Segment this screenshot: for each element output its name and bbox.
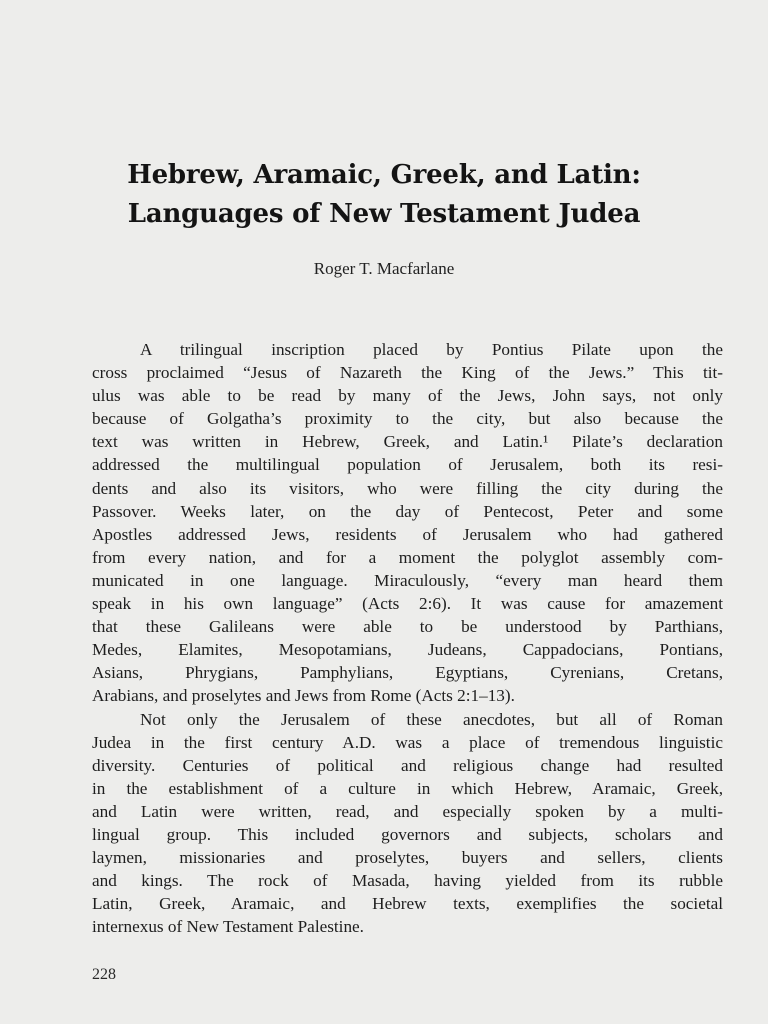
- text-line: Judea in the first century A.D. was a place of tremendous linguistic: [92, 732, 723, 752]
- text-line: ulus was able to be read by many of the Jews, John says, not only: [92, 386, 723, 406]
- text-line: dents and also its visitors, who were filling the city during the: [92, 478, 723, 498]
- text-line: in the establishment of a culture in which Hebrew, Aramaic, Greek,: [92, 778, 723, 798]
- page-number: 228: [92, 966, 116, 983]
- text-line: because of Golgatha’s proximity to the city, but also because the: [92, 409, 723, 429]
- text-line: Passover. Weeks later, on the day of Pentecost, Peter and some: [92, 501, 723, 521]
- text-line: that these Galileans were able to be understood by Parthians,: [92, 617, 723, 637]
- article-title: [60, 156, 708, 234]
- text-line: from every nation, and for a moment the polyglot assembly com-: [92, 547, 723, 567]
- text-line: Arabians, and proselytes and Jews from Rome (Acts 2:1–13).: [92, 686, 515, 706]
- text-line: Not only the Jerusalem of these anecdotes, but all of Roman: [140, 709, 723, 729]
- text-line: diversity. Centuries of political and religious change had resulted: [92, 755, 723, 775]
- author-name: Roger T. Macfarlane: [313, 259, 455, 278]
- text-line: cross proclaimed “Jesus of Nazareth the King of the Jews.” This tit-: [92, 363, 723, 383]
- text-line: and kings. The rock of Masada, having yielded from its rubble: [92, 871, 723, 891]
- title-line-1: Hebrew, Aramaic, Greek, and Latin:: [127, 160, 641, 190]
- text-line: text was written in Hebrew, Greek, and Latin.¹ Pilate’s declaration: [92, 432, 723, 452]
- text-line: internexus of New Testament Palestine.: [92, 917, 364, 937]
- text-line: Latin, Greek, Aramaic, and Hebrew texts, exemplifies the societal: [92, 894, 723, 914]
- text-line: and Latin were written, read, and especially spoken by a multi-: [92, 801, 723, 821]
- text-line: A trilingual inscription placed by Pontius Pilate upon the: [140, 340, 723, 359]
- text-line: speak in his own language” (Acts 2:6). It was cause for amazement: [92, 594, 723, 614]
- text-line: municated in one language. Miraculously, “every man heard them: [92, 570, 723, 590]
- text-line: Medes, Elamites, Mesopotamians, Judeans, Cappadocians, Pontians,: [92, 640, 723, 660]
- title-line-2: Languages of New Testament Judea: [127, 199, 641, 229]
- text-line: addressed the multilingual population of Jerusalem, both its resi-: [92, 455, 723, 475]
- body-text: [92, 338, 723, 938]
- text-line: laymen, missionaries and proselytes, buyers and sellers, clients: [92, 848, 723, 868]
- text-line: lingual group. This included governors and subjects, scholars and: [92, 824, 723, 844]
- text-line: Apostles addressed Jews, residents of Jerusalem who had gathered: [92, 524, 723, 544]
- text-line: Asians, Phrygians, Pamphylians, Egyptians, Cyrenians, Cretans,: [92, 663, 723, 683]
